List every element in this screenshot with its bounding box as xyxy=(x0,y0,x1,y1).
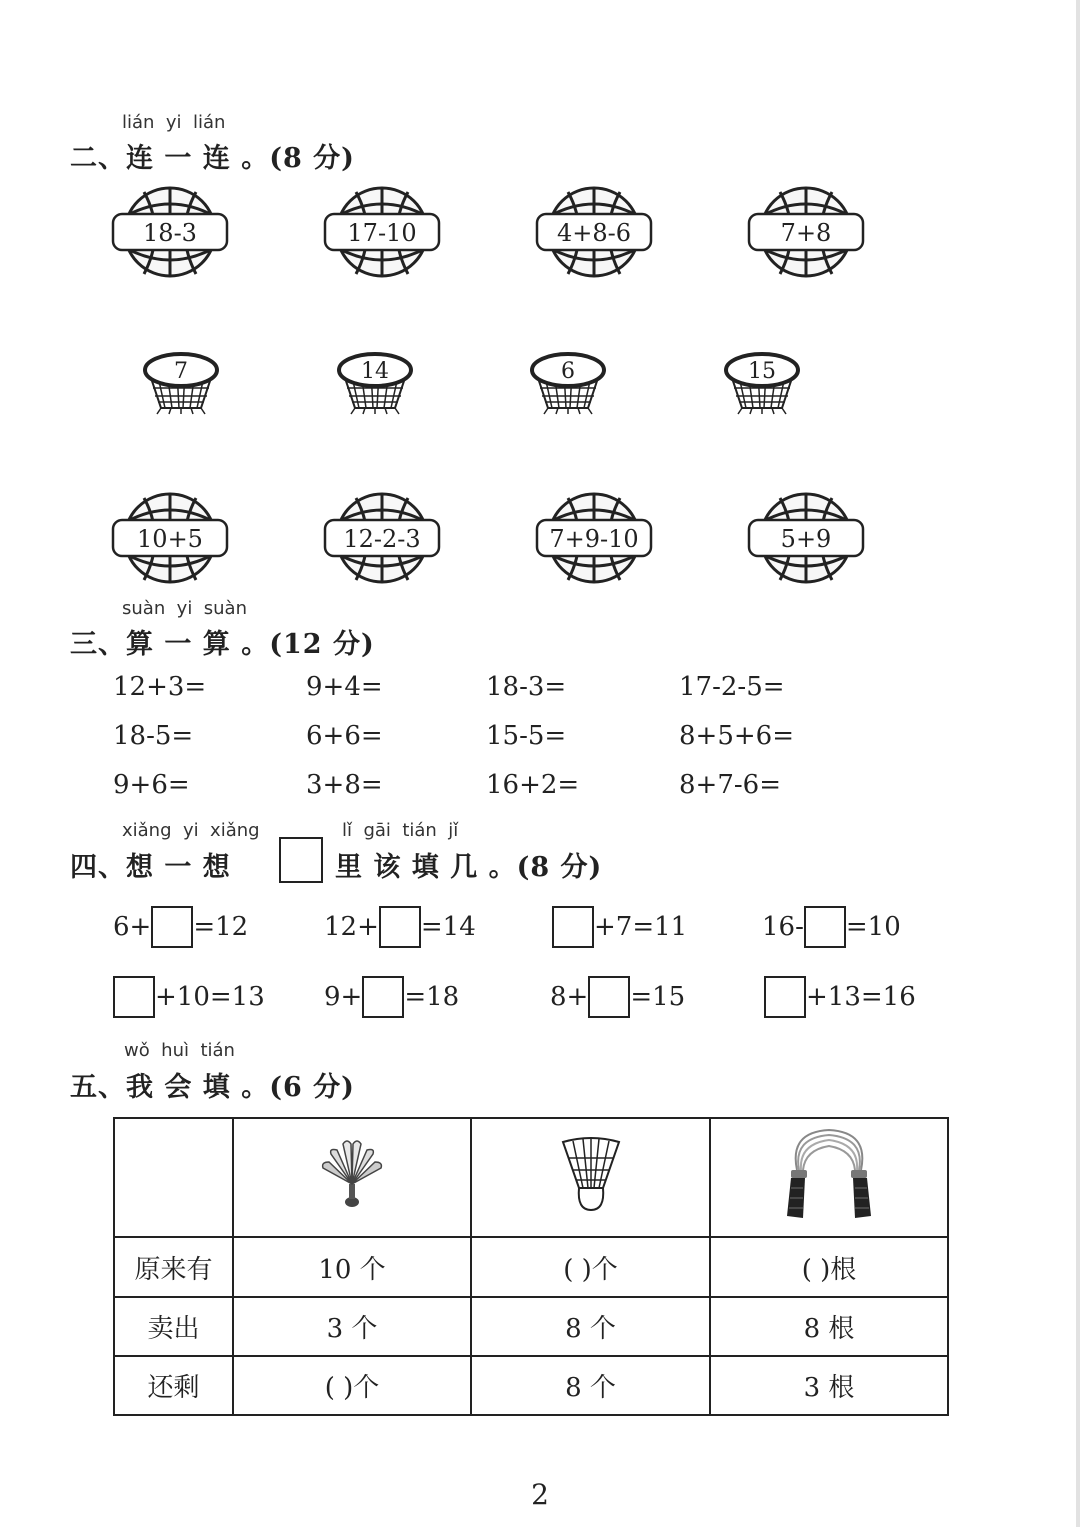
basketball-5[interactable] xyxy=(110,492,230,584)
basketball-2[interactable] xyxy=(322,186,442,278)
table-cell-blank[interactable]: ( )个 xyxy=(233,1356,471,1415)
basketball-6[interactable] xyxy=(322,492,442,584)
table-row xyxy=(114,1356,948,1415)
answer-box[interactable] xyxy=(552,906,594,948)
table-cell-blank[interactable]: ( )根 xyxy=(710,1237,948,1297)
table-row xyxy=(114,1237,948,1297)
calc-problem: 6+6= xyxy=(306,721,383,751)
table-cell: 10 个 xyxy=(233,1237,471,1297)
answer-box[interactable] xyxy=(588,976,630,1018)
calc-problem: 9+4= xyxy=(306,672,383,702)
hoop-4[interactable] xyxy=(722,350,802,416)
section3-title: 三、算 一 算 。(12 分) xyxy=(70,629,375,660)
ball-expression: 12-2-3 xyxy=(343,525,421,553)
problem-prefix: 6+ xyxy=(113,912,152,942)
problem-suffix: +10=13 xyxy=(155,982,265,1012)
hoop-3[interactable] xyxy=(528,350,608,416)
fill-problem-6 xyxy=(324,976,459,1018)
problem-suffix: +7=11 xyxy=(594,912,688,942)
ball-expression: 7+8 xyxy=(780,219,832,247)
basketball-7[interactable] xyxy=(534,492,654,584)
fill-problem-4 xyxy=(762,906,901,948)
page-number: 2 xyxy=(531,1478,549,1511)
section2-title: 二、连 一 连 。(8 分) xyxy=(70,143,355,174)
problem-suffix: =14 xyxy=(420,912,476,942)
table-row xyxy=(114,1297,948,1356)
calc-problem: 3+8= xyxy=(306,770,383,800)
row-label: 还剩 xyxy=(114,1356,233,1415)
section3-pinyin: suàn yi suàn xyxy=(122,598,247,619)
fill-problem-5 xyxy=(113,976,265,1018)
item-badminton-shuttle xyxy=(471,1118,710,1237)
hoop-number: 7 xyxy=(174,359,188,384)
ball-expression: 4+8-6 xyxy=(556,219,632,247)
ball-expression: 10+5 xyxy=(137,525,203,553)
calc-problem: 18-3= xyxy=(486,672,567,702)
answer-box[interactable] xyxy=(362,976,404,1018)
problem-suffix: =12 xyxy=(193,912,249,942)
calc-problem: 16+2= xyxy=(486,770,580,800)
table-cell: 8 个 xyxy=(471,1356,710,1415)
answer-box[interactable] xyxy=(804,906,846,948)
row-label: 卖出 xyxy=(114,1297,233,1356)
problem-prefix: 16- xyxy=(762,912,804,942)
row-label: 原来有 xyxy=(114,1237,233,1297)
table-cell: 3 个 xyxy=(233,1297,471,1356)
section4-pinyin-right: lǐ gāi tián jǐ xyxy=(342,820,459,841)
hoop-number: 14 xyxy=(361,359,389,384)
badminton-shuttle-icon xyxy=(559,1134,623,1214)
problem-suffix: +13=16 xyxy=(806,982,916,1012)
ball-expression: 7+9-10 xyxy=(549,525,639,553)
calc-problem: 8+7-6= xyxy=(679,770,781,800)
hoop-number: 15 xyxy=(748,359,776,384)
calc-problem: 18-5= xyxy=(113,721,194,751)
title-answer-box xyxy=(279,837,323,883)
ball-expression: 18-3 xyxy=(143,219,197,247)
hoop-2[interactable] xyxy=(335,350,415,416)
sales-table xyxy=(113,1117,949,1416)
basketball-1[interactable] xyxy=(110,186,230,278)
calc-problem: 15-5= xyxy=(486,721,567,751)
table-cell-blank[interactable]: ( )个 xyxy=(471,1237,710,1297)
basketball-4[interactable] xyxy=(746,186,866,278)
table-cell: 8 根 xyxy=(710,1297,948,1356)
fill-problem-1 xyxy=(113,906,248,948)
answer-box[interactable] xyxy=(113,976,155,1018)
answer-box[interactable] xyxy=(764,976,806,1018)
table-cell: 8 个 xyxy=(471,1297,710,1356)
fill-problem-3 xyxy=(552,906,687,948)
fill-problem-7 xyxy=(550,976,685,1018)
problem-suffix: =10 xyxy=(845,912,901,942)
fill-problem-8 xyxy=(764,976,916,1018)
section4-pinyin-left: xiǎng yi xiǎng xyxy=(122,820,260,841)
shuttlecock-icon xyxy=(317,1134,387,1214)
section4-title-right: 里 该 填 几 。(8 分) xyxy=(335,852,603,883)
section5-title: 五、我 会 填 。(6 分) xyxy=(70,1072,355,1103)
item-jump-rope xyxy=(710,1118,948,1237)
calc-problem: 8+5+6= xyxy=(679,721,794,751)
problem-suffix: =18 xyxy=(404,982,460,1012)
calc-problem: 17-2-5= xyxy=(679,672,785,702)
table-cell: 3 根 xyxy=(710,1356,948,1415)
hoop-1[interactable] xyxy=(141,350,221,416)
basketball-3[interactable] xyxy=(534,186,654,278)
hoop-number: 6 xyxy=(561,359,575,384)
calc-problem: 12+3= xyxy=(113,672,207,702)
page-edge xyxy=(1076,0,1080,1527)
section2-pinyin: lián yi lián xyxy=(122,112,226,133)
basketball-8[interactable] xyxy=(746,492,866,584)
item-shuttlecock xyxy=(233,1118,471,1237)
ball-expression: 17-10 xyxy=(347,219,417,247)
answer-box[interactable] xyxy=(151,906,193,948)
section5-pinyin: wǒ huì tián xyxy=(124,1040,235,1061)
answer-box[interactable] xyxy=(379,906,421,948)
ball-expression: 5+9 xyxy=(780,525,832,553)
table-header-row xyxy=(114,1118,948,1237)
calc-problem: 9+6= xyxy=(113,770,190,800)
problem-prefix: 9+ xyxy=(324,982,363,1012)
section4-title-left: 四、想 一 想 xyxy=(70,852,231,883)
table-corner-cell xyxy=(114,1118,233,1237)
jump-rope-icon xyxy=(779,1126,879,1222)
problem-prefix: 8+ xyxy=(550,982,589,1012)
problem-suffix: =15 xyxy=(630,982,686,1012)
problem-prefix: 12+ xyxy=(324,912,379,942)
fill-problem-2 xyxy=(324,906,476,948)
